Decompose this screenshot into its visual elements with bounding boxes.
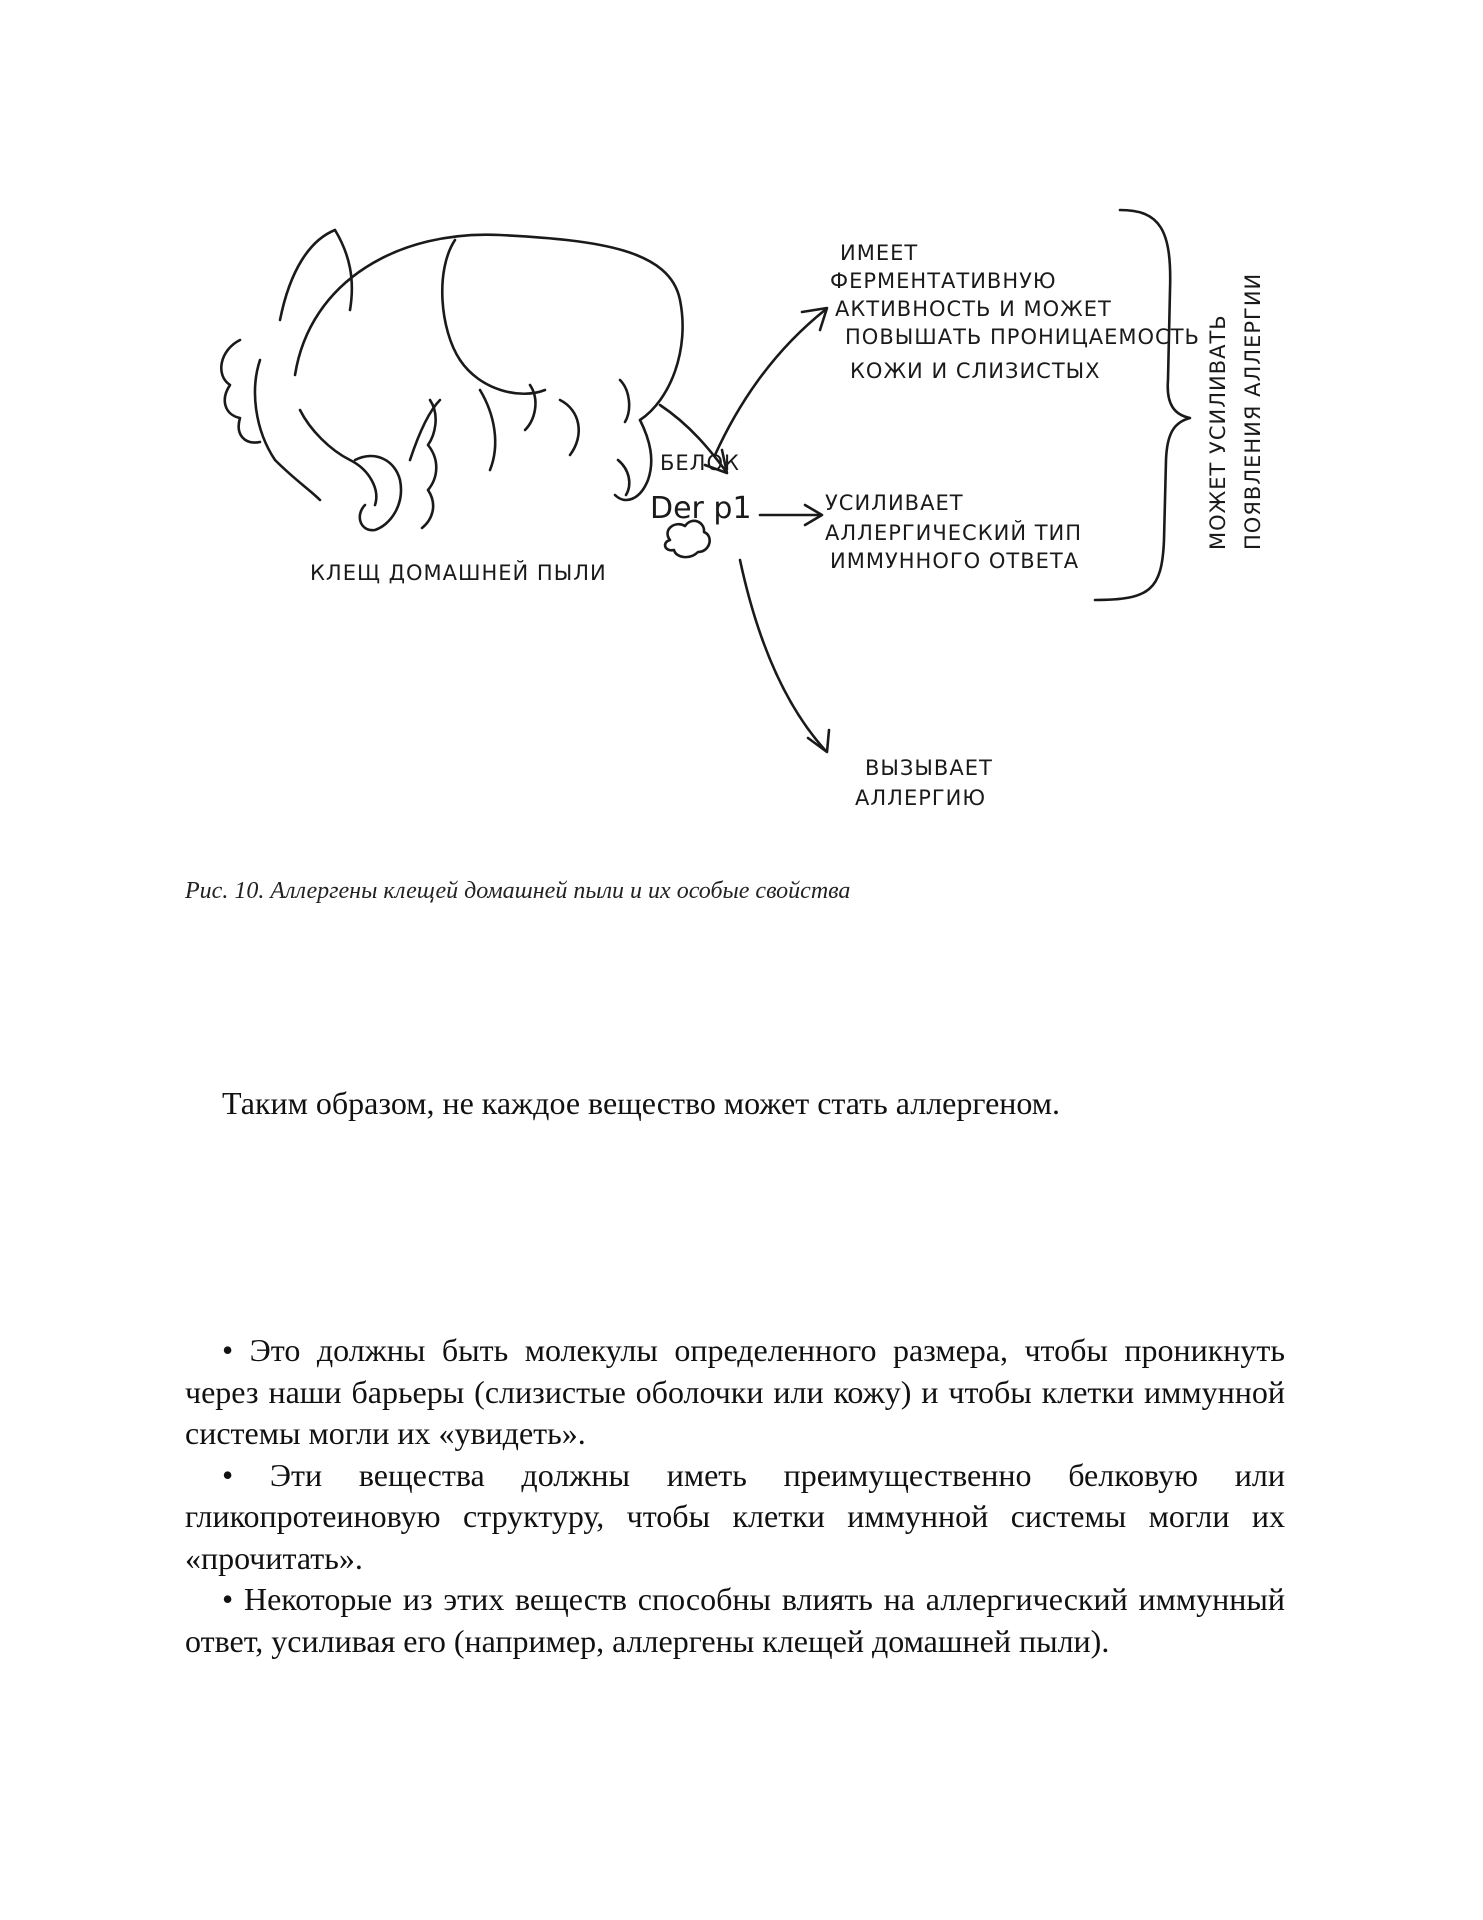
arrow-to-enzyme-effect — [715, 310, 825, 455]
figure-caption: Рис. 10. Аллергены клещей домашней пыли и их особые свойства — [185, 878, 851, 904]
mite-label-text: КЛЕЩ ДОМАШНЕЙ ПЫЛИ — [310, 561, 607, 585]
dust-mite-drawing — [221, 230, 682, 530]
bracket-note-line-1: МОЖЕТ УСИЛИВАТЬ — [1206, 314, 1230, 550]
protein-blob-icon — [665, 521, 710, 557]
effect-immune: УСИЛИВАЕТ АЛЛЕРГИЧЕСКИЙ ТИП ИММУННОГО ОТВЕТА — [825, 491, 1083, 573]
protein-word: БЕЛОК — [660, 451, 740, 475]
lead-paragraph: Таким образом, не каждое вещество может стать аллергеном. — [222, 1085, 1061, 1121]
arrow-to-allergy-effect — [740, 560, 825, 750]
protein-name: Der p1 — [650, 491, 752, 526]
bullet-item: • Некоторые из этих веществ способны влиять на аллергический иммунный ответ, усиливая его (например, аллергены клещей домашней пыли). — [185, 1581, 1285, 1659]
effect-enzyme: ИМЕЕТ ФЕРМЕНТАТИВНУЮ АКТИВНОСТЬ И МОЖЕТ ПОВЫШАТЬ ПРОНИЦАЕМОСТЬ КОЖИ И СЛИЗИСТЫХ — [830, 241, 1200, 383]
bullet-item: • Это должны быть молекулы определенного размера, чтобы проникнуть через наши барьеры (слизистые оболочки или кожу) и чтобы клетки иммунной системы могли их «увидеть». — [185, 1332, 1285, 1451]
curly-brace — [1095, 210, 1190, 600]
hand-drawn-diagram — [200, 160, 1320, 860]
bullet-list — [185, 1330, 1285, 1662]
figure-mite-allergens — [200, 160, 1320, 860]
mite-label — [310, 560, 607, 585]
bullet-item: • Эти вещества должны иметь преимущественно белковую или гликопротеиновую структуру, чтобы клетки иммунной системы могли их «прочитать». — [185, 1456, 1285, 1576]
effect-allergy: ВЫЗЫВАЕТ АЛЛЕРГИЮ — [855, 756, 993, 810]
bracket-note-line-2: ПОЯВЛЕНИЯ АЛЛЕРГИИ — [1241, 272, 1265, 550]
